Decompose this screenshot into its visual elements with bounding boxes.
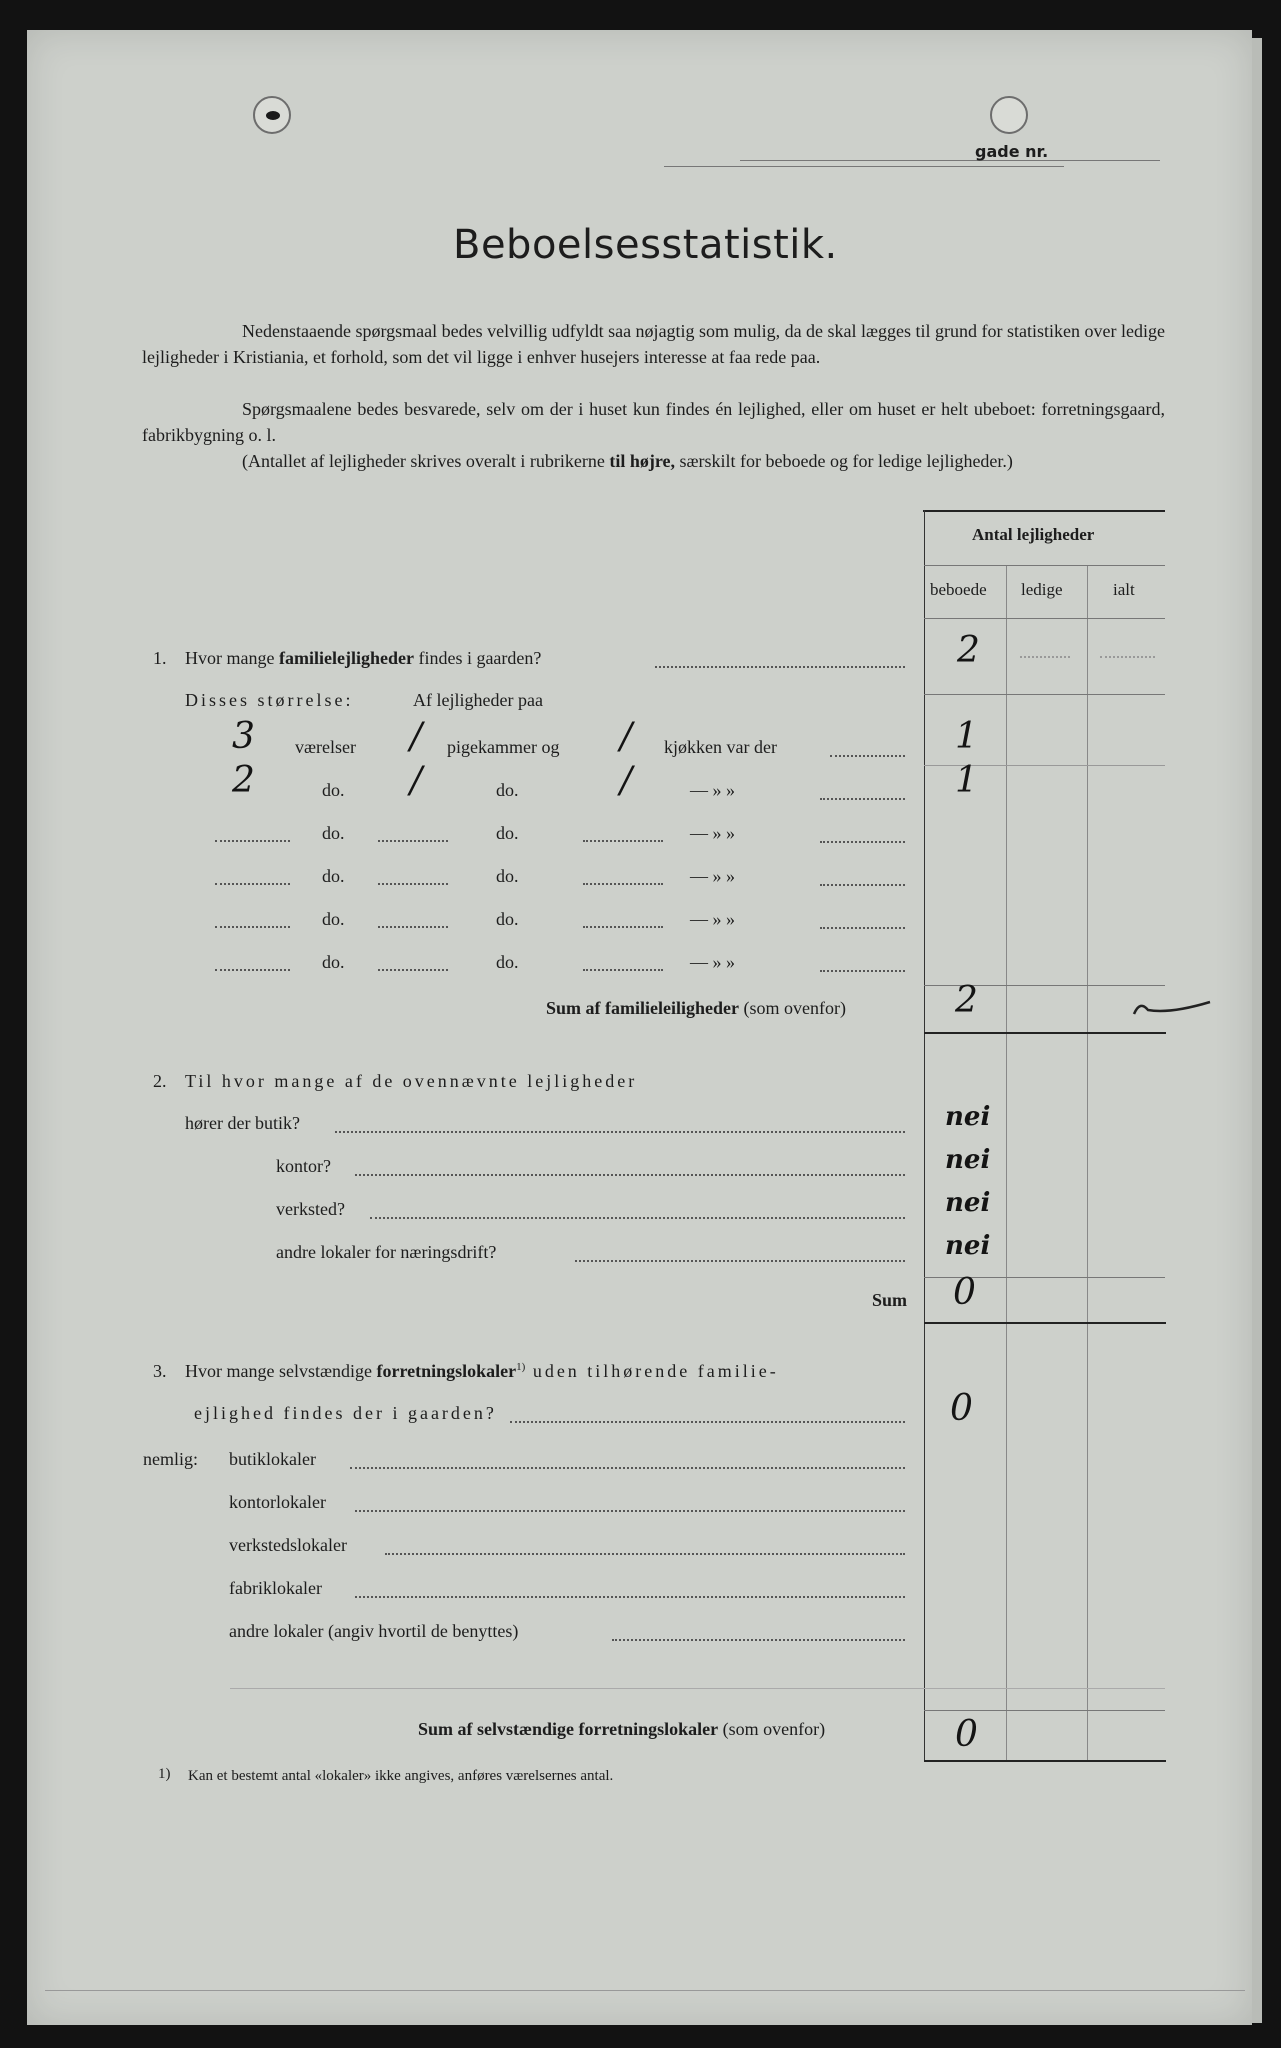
size-row-2-w2: do. [496, 823, 519, 843]
intro-paragraph-1: Nedenstaaende spørgsmaal bedes velvillig udfyldt saa nøjagtig som mulig, da de skal lægges til grund for statistiken over ledige lejligheder i Kristiania, et forhold, som det vil ligge i enhver husejers interesse at faa rede paa. [142, 321, 1165, 367]
ledige-dots-q1 [1020, 656, 1070, 658]
q1-text-a: Hvor mange [185, 648, 279, 668]
footnote-mark: 1) [158, 1766, 171, 1782]
q2-row-3-label: andre lokaler for næringsdrift? [276, 1242, 497, 1262]
q3-sum-rest: (som ovenfor) [718, 1719, 826, 1739]
q2-row-2-label: verksted? [276, 1199, 345, 1219]
size-row-2-kitchen-blank [583, 840, 663, 842]
q2-sum-label: Sum [872, 1290, 908, 1310]
size-row-1-w1: do. [322, 780, 345, 800]
q3-row-0-dots [350, 1467, 905, 1469]
q1-sizes-label-2: Af lejligheder paa [413, 690, 543, 710]
size-row-0-w1: værelser [295, 737, 356, 757]
table-top-rule [923, 510, 1165, 512]
size-row-4-kitchen-blank [583, 926, 663, 928]
ialt-dots-q1 [1100, 656, 1155, 658]
size-row-0-w2: pigekammer og [447, 737, 560, 757]
q2-row-2-answer: nei [945, 1188, 991, 1218]
size-row-2-rooms-blank [215, 840, 290, 842]
q2-sum-rule [924, 1322, 1166, 1324]
q2-row-0-label: hører der butik? [185, 1113, 300, 1133]
intro-paragraph-2: Spørgsmaalene bedes besvarede, selv om der i huset kun findes én lejlighed, eller om huset er helt ubeboet: forretningsgaard, fabrikbygning o. l. [142, 399, 1165, 445]
size-row-3-maid-blank [378, 883, 448, 885]
size-row-1-kitchen: / [620, 760, 633, 801]
size-row-4-maid-blank [378, 926, 448, 928]
col-divider-1 [1006, 565, 1007, 1760]
size-row-5-kitchen-blank [583, 969, 663, 971]
size-row-1-rooms: 2 [232, 760, 255, 801]
paper-edge [1252, 38, 1262, 2023]
q1-text-bold: familielejligheder [278, 648, 414, 668]
q1-sum-rule [924, 1032, 1166, 1034]
gade-underline [664, 166, 1064, 167]
q3-row-0-label: butiklokaler [229, 1449, 316, 1469]
size-row-3-rooms-blank [215, 883, 290, 885]
size-row-3-w3: — » » [690, 866, 735, 886]
size-row-1-w3: — » » [690, 780, 735, 800]
size-row-5-w3: — » » [690, 952, 735, 972]
size-row-5-w1: do. [322, 952, 345, 972]
size-row-2-w3: — » » [690, 823, 735, 843]
q1-answer: 2 [957, 630, 980, 671]
q1-sum-answer: 2 [955, 980, 978, 1021]
q1-row-rule [924, 694, 1165, 695]
intro-p3-b: særskilt for beboede og for ledige lejligheder.) [675, 451, 1013, 471]
q3-row-3-label: fabriklokaler [229, 1578, 322, 1598]
q3-sum-answer: 0 [955, 1714, 978, 1755]
punch-hole-right [990, 96, 1028, 134]
q3-nemlig: nemlig: [143, 1449, 198, 1469]
q2-row-3-answer: nei [945, 1231, 991, 1261]
gade-label: gade nr. [975, 142, 1049, 161]
q2-row-0-answer: nei [945, 1102, 991, 1132]
size-row-3-dots [820, 884, 905, 886]
q1-number: 1. [153, 648, 167, 668]
size-row-0-rooms: 3 [232, 716, 255, 757]
q3-text-b: uden tilhørende familie- [525, 1361, 779, 1381]
q1-leader-dots [655, 666, 905, 668]
q3-line2: ejlighed findes der i gaarden? [194, 1403, 497, 1423]
size-row-4-w2: do. [496, 909, 519, 929]
punch-hole-left [253, 96, 291, 134]
q3-sum-bold: Sum af selvstændige forretningslokaler [418, 1719, 719, 1739]
q3-leader-dots [510, 1421, 905, 1423]
page-title: Beboelsesstatistik. [453, 222, 838, 268]
q2-row-0-dots [335, 1131, 905, 1133]
size-row-5-maid-blank [378, 969, 448, 971]
col-header-beboede: beboede [930, 580, 987, 599]
q2-row-2-dots [370, 1217, 905, 1219]
size-row-1-dots [820, 798, 905, 800]
q2-sum-answer: 0 [953, 1272, 976, 1313]
q3-row-1-dots [355, 1510, 905, 1512]
q3-answer: 0 [950, 1388, 973, 1429]
size-row-5-dots [820, 970, 905, 972]
q3-row-4-dots [612, 1639, 905, 1641]
q2-row-1-answer: nei [945, 1145, 991, 1175]
size-row-2-maid-blank [378, 840, 448, 842]
q3-row-4-label: andre lokaler (angiv hvortil de benyttes) [229, 1621, 519, 1641]
size-row-4-dots [820, 927, 905, 929]
q2-number: 2. [153, 1071, 167, 1091]
intro-p3-a: (Antallet af lejligheder skrives overalt i rubrikerne [242, 451, 610, 471]
q3-row-3-dots [355, 1596, 905, 1598]
q1-sum-label [546, 998, 846, 1019]
footnote-text: Kan et bestemt antal «lokaler» ikke angives, anføres værelsernes antal. [188, 1768, 614, 1784]
q3-text-a: Hvor mange selvstændige [185, 1361, 377, 1381]
q3-sum-rule [924, 1760, 1166, 1762]
size-row-4-w1: do. [322, 909, 345, 929]
q3-row-2-dots [385, 1553, 905, 1555]
size-row-5-rooms-blank [215, 969, 290, 971]
size-row-0-w3: kjøkken var der [664, 737, 777, 757]
size-row-2-w1: do. [322, 823, 345, 843]
q3-row-2-label: verkstedslokaler [229, 1535, 347, 1555]
size-row-3-w1: do. [322, 866, 345, 886]
q3-number: 3. [153, 1361, 167, 1381]
size-row-1-w2: do. [496, 780, 519, 800]
size-row-0-kitchen: / [620, 716, 633, 757]
q3-text-bold: forretningslokaler [376, 1361, 517, 1381]
q2-text: Til hvor mange af de ovennævnte lejligheder [185, 1071, 638, 1091]
q3-row-1-label: kontorlokaler [229, 1492, 326, 1512]
size-row-3-w2: do. [496, 866, 519, 886]
q2-row-3-dots [575, 1260, 905, 1262]
size-row-0-beboede: 1 [955, 716, 978, 757]
q2-row-1-dots [355, 1174, 905, 1176]
size-row-1-maid: / [410, 760, 423, 801]
size-row-3-kitchen-blank [583, 883, 663, 885]
q1-text-b: findes i gaarden? [413, 648, 542, 668]
q3-text [185, 1361, 779, 1382]
gade-underline-2 [740, 160, 1160, 161]
q2-row-1-label: kontor? [276, 1156, 331, 1176]
table-left-border [924, 510, 925, 1760]
subheader-divider [924, 618, 1165, 619]
size-row-1-beboede: 1 [955, 760, 978, 801]
size-row-2-dots [820, 841, 905, 843]
q3-rows-bottom-rule [230, 1688, 1165, 1689]
col-header-ledige: ledige [1021, 580, 1063, 599]
size-row-4-rooms-blank [215, 926, 290, 928]
q1-text [185, 648, 541, 669]
intro-p3-bold: til højre, [609, 451, 676, 471]
bottom-ruler [45, 1990, 1245, 1991]
col-divider-2 [1087, 565, 1088, 1760]
intro-paragraph-3 [142, 448, 1165, 474]
table-group-header: Antal lejligheder [972, 525, 1095, 544]
size-row-4-w3: — » » [690, 909, 735, 929]
q3-text-sup: 1) [516, 1361, 526, 1373]
q1-sum-rest: (som ovenfor) [738, 998, 846, 1018]
size-row-0-dots [830, 755, 905, 757]
col-header-ialt: ialt [1113, 580, 1135, 599]
q3-cells-bottom-rule [924, 1710, 1165, 1711]
q1-sizes-label: Disses størrelse: [185, 690, 354, 710]
q1-sum-bold: Sum af familieleiligheder [546, 998, 739, 1018]
q3-text-line2 [194, 1403, 497, 1424]
q3-sum-label [418, 1719, 825, 1740]
ialt-check-mark [1130, 996, 1214, 1020]
size-row-5-w2: do. [496, 952, 519, 972]
size-row-0-maid: / [410, 716, 423, 757]
header-divider [924, 565, 1165, 566]
